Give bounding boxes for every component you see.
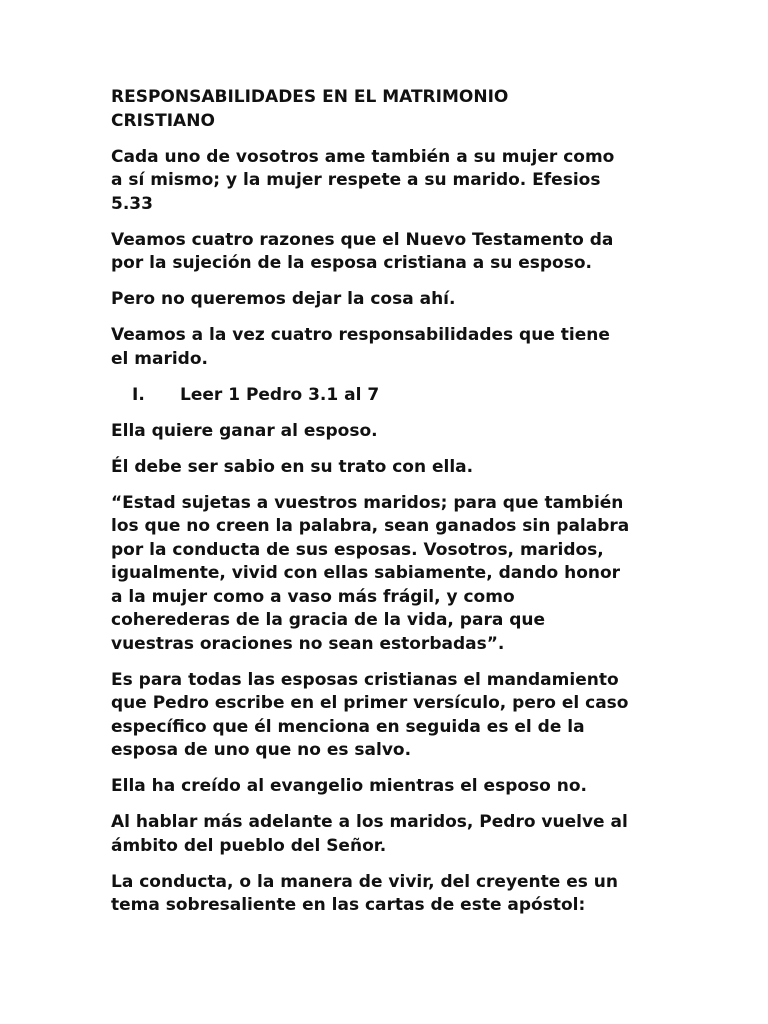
title-line: RESPONSABILIDADES EN EL MATRIMONIO (111, 87, 509, 107)
quote-line: coherederas de la gracia de la vida, para que (111, 610, 546, 630)
text-line: Al hablar más adelante a los maridos, Pedro vuelve al (111, 812, 628, 832)
quote-line: igualmente, vivid con ellas sabiamente, dando honor (111, 563, 621, 583)
text-line: específico que él menciona en seguida es el de la (111, 716, 585, 737)
paragraph-ella-ha-creido (111, 775, 663, 799)
paragraph-la-conducta (111, 871, 663, 918)
quote-line: “Estad sujetas a vuestros maridos; para que también (111, 492, 624, 513)
text-line: Veamos a la vez cuatro responsabilidades que tiene (111, 325, 610, 345)
paragraph-pero (111, 288, 663, 312)
list-text: Leer 1 Pedro 3.1 al 7 (180, 384, 380, 405)
text-line: Veamos cuatro razones que el Nuevo Testamento da (111, 229, 614, 250)
document-title (111, 86, 663, 133)
quote-line: los que no creen la palabra, sean ganados sin palabra (111, 516, 630, 536)
document-body (111, 86, 663, 930)
text-line: a sí mismo; y la mujer respete a su marido. Efesios (111, 170, 601, 190)
list-item-1 (111, 384, 663, 408)
text-line: el marido. (111, 348, 208, 369)
list-number: I. (132, 384, 145, 405)
text-line: que Pedro escribe en el primer versículo, pero el caso (111, 693, 629, 713)
quote-paragraph (111, 492, 663, 657)
text-line: tema sobresaliente en las cartas de este apóstol: (111, 895, 586, 915)
quote-line: a la mujer como a vaso más frágil, y como (111, 586, 515, 607)
text-line: Pero no queremos dejar la cosa ahí. (111, 289, 456, 309)
paragraph-al-hablar (111, 811, 663, 858)
text-line: Es para todas las esposas cristianas el mandamiento (111, 669, 619, 690)
quote-line: por la conducta de sus esposas. Vosotros, maridos, (111, 539, 604, 560)
text-line: La conducta, o la manera de vivir, del creyente es un (111, 871, 619, 892)
paragraph-razones (111, 229, 663, 276)
paragraph-efesios (111, 146, 663, 217)
text-line: Ella quiere ganar al esposo. (111, 420, 378, 441)
text-line: esposa de uno que no es salvo. (111, 740, 412, 760)
paragraph-responsabilidades (111, 324, 663, 371)
paragraph-mandamiento (111, 669, 663, 763)
paragraph-ella-quiere (111, 420, 663, 444)
title-line: CRISTIANO (111, 110, 215, 131)
text-line: Él debe ser sabio en su trato con ella. (111, 456, 474, 477)
quote-line: vuestras oraciones no sean estorbadas”. (111, 633, 505, 654)
text-line: ámbito del pueblo del Señor. (111, 835, 387, 856)
text-line: por la sujeción de la esposa cristiana a su esposo. (111, 253, 592, 273)
text-line: 5.33 (111, 193, 153, 214)
text-line: Ella ha creído al evangelio mientras el esposo no. (111, 776, 588, 796)
paragraph-el-debe (111, 456, 663, 480)
text-line: Cada uno de vosotros ame también a su mujer como (111, 146, 615, 167)
